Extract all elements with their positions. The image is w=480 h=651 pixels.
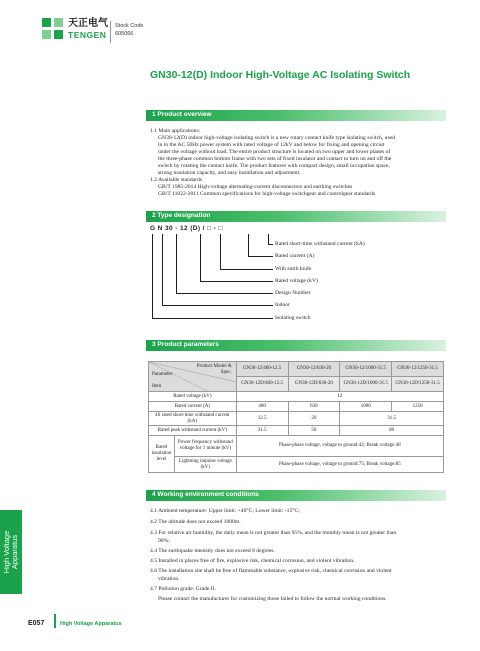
environment-line: 4.2 The altitude does not exceed 1000m.: [150, 519, 241, 525]
designation-label: Rated voltage (kV): [275, 278, 318, 284]
stock-info: [115, 22, 143, 38]
rated-current-value: 1000: [340, 402, 392, 412]
overview-line: switch by rotating the contact knife. The product features with compact design, small occupation space,: [158, 163, 390, 169]
environment-line: 4.7 Pollution grade: Grade II.: [150, 586, 216, 592]
brand-logo: [42, 18, 108, 40]
table-corner-header: [149, 362, 237, 392]
model-cell: GN30-12D/400-12.5: [236, 377, 288, 392]
brand-name-cn: 天正电气: [68, 17, 108, 29]
section-header-overview: 1 Product overview: [146, 110, 446, 121]
short-time-value: 20: [288, 412, 340, 426]
footer-label: High Voltage Apparatus: [60, 621, 122, 627]
designation-label: Rated short-time withstand current (kA): [275, 241, 365, 247]
row-label-peak-current: Rated peak withstand current (kV): [149, 426, 237, 436]
tree-line: [176, 293, 273, 294]
peak-value: 80: [340, 426, 444, 436]
overview-line: under the voltage without load. The entire product structure is located on two upper and lower planes of: [158, 149, 391, 155]
short-time-value: 31.5: [340, 412, 444, 426]
side-category-tab: [0, 510, 22, 594]
corner-label-parameter: Parameter: [152, 372, 173, 377]
designation-label: With earth knife: [275, 266, 312, 272]
overview-line: in in the AC 50Hz power system with rated voltage of 12kV and below for fixing and opening circuit: [158, 142, 385, 148]
parameters-table: [148, 361, 444, 473]
model-cell: GN30-12/400-12.5: [236, 362, 288, 377]
designation-label: Indoor: [275, 302, 290, 308]
tree-line: [152, 318, 273, 319]
row-label-insulation-level: Rated insulation level: [149, 436, 175, 473]
tree-line: [162, 234, 163, 305]
model-cell: GN30-12D/1250-31.5: [392, 377, 444, 392]
model-cell: GN30-12D/1000-31.5: [340, 377, 392, 392]
tree-line: [220, 234, 221, 269]
type-code: G N 30 - 12 (D) / □ - □: [150, 225, 223, 232]
environment-line: Please contact the manufacturer for customizing those failed to follow the normal working conditions.: [158, 596, 387, 602]
rated-current-value: 400: [236, 402, 288, 412]
header-divider: [110, 21, 111, 43]
rated-current-value: 630: [288, 402, 340, 412]
section-header-type-designation: 2 Type designation: [146, 211, 446, 222]
overview-line: GB/T 11022-2011 Common specifications for high-voltage switchgear and controlgear standards: [158, 191, 376, 197]
environment-line: 4.4 The earthquake intensity does not exceed 8 degrees.: [150, 548, 275, 554]
tree-line: [248, 256, 273, 257]
section-header-product-parameters: 3 Product parameters: [146, 340, 446, 351]
model-cell: GN30-12D/630-20: [288, 377, 340, 392]
row-label-short-time-current: 4S rated short-time withstand current (kA): [149, 412, 237, 426]
brand-name-en: TENGEN: [68, 29, 107, 40]
tengen-logo-icon: [42, 18, 64, 40]
lightning-impulse-value: Phase-phase voltage, voltage to ground:75; Break voltage:85: [236, 457, 443, 473]
tree-line: [220, 269, 273, 270]
power-frequency-value: Phase-phase voltage, voltage to ground:42; Break voltage:48: [236, 436, 443, 457]
tree-line: [248, 234, 249, 256]
stock-label: Stock Code: [115, 23, 144, 29]
tree-line: [268, 234, 269, 244]
side-tab-line: Apparatus: [10, 534, 19, 570]
row-label-lightning-impulse: Lightning impulse voltage (kV): [174, 457, 236, 473]
stock-code: 605066: [115, 31, 134, 37]
environment-line: 4.5 Installed in places free of fire, explosive risk, chemical corrosion, and violent vibration.: [150, 558, 355, 564]
short-time-value: 12.5: [236, 412, 288, 426]
designation-label: Design Number: [275, 290, 311, 296]
corner-label-item: Item: [152, 384, 162, 389]
tree-line: [162, 305, 273, 306]
side-tab-line: High Voltage: [2, 530, 11, 574]
environment-line: vibration.: [158, 576, 180, 582]
tree-line: [200, 281, 273, 282]
row-label-rated-voltage: Rated voltage (kV): [149, 392, 237, 402]
rated-current-value: 1250: [392, 402, 444, 412]
row-label-power-frequency: Power frequency withstand voltage for 1 minute (kV): [174, 436, 236, 457]
environment-line: 4.1 Ambient temperature: Upper limit: +40°C; Lower limit: -15°C;: [150, 508, 300, 514]
designation-label: Isolating switch: [275, 315, 311, 321]
page-title: GN30-12(D) Indoor High-Voltage AC Isolating Switch: [150, 69, 411, 81]
designation-label: Rated current (A): [275, 253, 315, 259]
peak-value: 50: [288, 426, 340, 436]
overview-line: GB/T 1985-2014 High-voltage alternating-current disconnectors and earthing switches: [158, 184, 353, 190]
model-cell: GN30-12/630-20: [288, 362, 340, 377]
tree-line: [200, 234, 201, 281]
corner-label-model: Product Model & Spec.: [196, 364, 232, 375]
row-label-rated-current: Rated current (A): [149, 402, 237, 412]
rated-voltage-value: 12: [236, 392, 443, 402]
tree-line: [152, 234, 153, 318]
overview-line: 1.1 Main applications:: [150, 128, 201, 134]
section-header-working-environment: 4 Working environment conditions: [146, 490, 446, 501]
environment-line: 90%;: [158, 538, 170, 544]
overview-line: 1.2 Available standards: [150, 177, 202, 183]
footer-divider: [54, 614, 56, 628]
environment-line: 4.3 For relative air humidity, the daily mean is not greater than 95%, and the monthly mean is not greater than: [150, 530, 397, 536]
tree-line: [268, 244, 273, 245]
tree-line: [176, 234, 177, 293]
model-cell: GN30-12/1250-31.5: [392, 362, 444, 377]
page-number: E057: [28, 620, 45, 627]
overview-line: strong insulation capacity, and easy installation and adjustment.: [158, 170, 301, 176]
model-cell: GN30-12/1000-31.5: [340, 362, 392, 377]
overview-line: GN30-12(D) indoor high-voltage isolating switch is a new rotary contact knife type isolating switch, used: [158, 135, 395, 141]
overview-line: the three-phase common bottom frame with two sets of fixed insulator and contact to turn on and off the: [158, 156, 392, 162]
peak-value: 31.5: [236, 426, 288, 436]
environment-line: 4.6 The installation site shall be free of flammable substance, explosive risk, chemical corrosion and violent: [150, 568, 392, 574]
